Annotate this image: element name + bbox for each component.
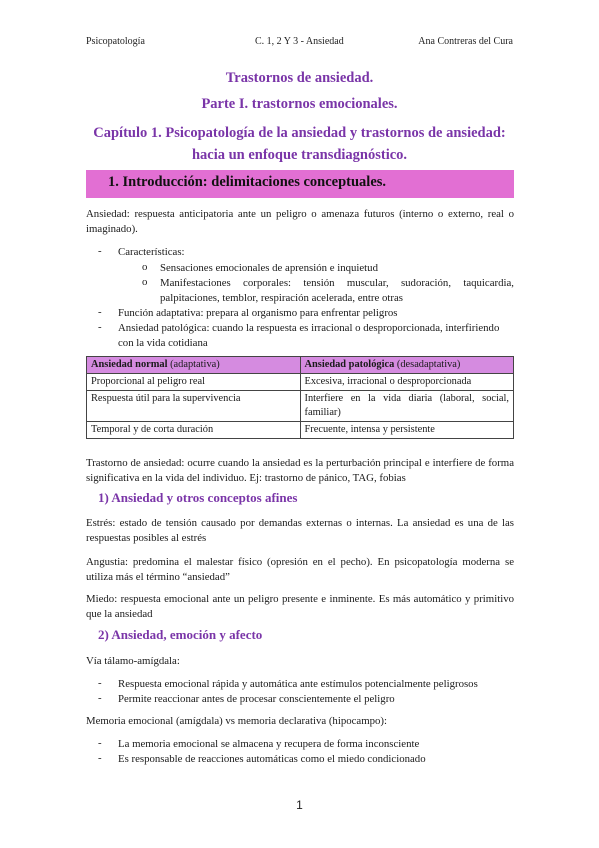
bullet-o: o bbox=[142, 276, 148, 288]
table-header-patologica: Ansiedad patológica (desadaptativa) bbox=[300, 357, 514, 374]
comparison-table bbox=[86, 356, 514, 439]
header-right: Ana Contreras del Cura bbox=[418, 36, 513, 47]
bullet-funcion: Función adaptativa: prepara al organismo para enfrentar peligros bbox=[118, 307, 398, 319]
table-cell: Respuesta útil para la supervivencia bbox=[87, 391, 301, 422]
bullet-dash: - bbox=[98, 245, 102, 257]
subsection-heading-2: 2) Ansiedad, emoción y afecto bbox=[98, 627, 263, 642]
table-row bbox=[87, 391, 514, 422]
trastorno-paragraph: Trastorno de ansiedad: ocurre cuando la ansiedad es la perturbación principal e interfiere de forma significativa en la vida del individuo. Ej: trastorno de pánico, TAG, fobias bbox=[86, 457, 514, 484]
page-number: 1 bbox=[296, 798, 303, 812]
ansiedad-definition: Ansiedad: respuesta anticipatoria ante un peligro o amenaza futuros (interno o externo, real o imaginado). bbox=[86, 208, 514, 235]
miedo-paragraph: Miedo: respuesta emocional ante un peligro presente e inminente. Es más automático y primitivo que la ansiedad bbox=[86, 593, 514, 620]
table-header-normal: Ansiedad normal (adaptativa) bbox=[87, 357, 301, 374]
subsection-heading-1: 1) Ansiedad y otros conceptos afines bbox=[98, 490, 298, 505]
bullet-patologica: Ansiedad patológica: cuando la respuesta es irracional o desproporcionada, interfiriendo con la vida cotidiana bbox=[118, 322, 500, 349]
memoria-paragraph: Memoria emocional (amígdala) vs memoria declarativa (hipocampo): bbox=[86, 715, 387, 727]
header-center: C. 1, 2 Y 3 - Ansiedad bbox=[255, 36, 344, 47]
estres-paragraph: Estrés: estado de tensión causado por demandas externas o internas. La ansiedad es una de las respuestas posibles al estrés bbox=[86, 517, 514, 544]
bullet-via-2: Permite reaccionar antes de procesar conscientemente el peligro bbox=[118, 693, 395, 705]
bullet-memoria-2: Es responsable de reacciones automáticas como el miedo condicionado bbox=[118, 753, 426, 765]
bullet-dash: - bbox=[98, 321, 102, 333]
table-cell: Interfiere en la vida diaria (laboral, social, familiar) bbox=[300, 391, 514, 422]
bullet-dash: - bbox=[98, 737, 102, 749]
chapter-title bbox=[0, 122, 599, 166]
table-row bbox=[87, 422, 514, 439]
section-heading-bar bbox=[86, 170, 514, 198]
part-title: Parte I. trastornos emocionales. bbox=[201, 96, 398, 112]
table-header-row bbox=[87, 357, 514, 374]
doc-title: Trastornos de ansiedad. bbox=[225, 70, 374, 86]
table-row bbox=[87, 374, 514, 391]
table-cell: Proporcional al peligro real bbox=[87, 374, 301, 391]
bullet-memoria-1: La memoria emocional se almacena y recupera de forma inconsciente bbox=[118, 738, 420, 750]
table-cell: Frecuente, intensa y persistente bbox=[300, 422, 514, 439]
angustia-paragraph: Angustia: predomina el malestar físico (opresión en el pecho). En psicopatología moderna se utiliza más el término “ansiedad” bbox=[86, 556, 514, 583]
table-cell: Excesiva, irracional o desproporcionada bbox=[300, 374, 514, 391]
bullet-dash: - bbox=[98, 306, 102, 318]
table-cell: Temporal y de corta duración bbox=[87, 422, 301, 439]
via-paragraph: Vía tálamo-amígdala: bbox=[86, 655, 180, 667]
chapter-title-line1: Capítulo 1. Psicopatología de la ansiedad y trastornos de ansiedad: bbox=[93, 125, 506, 141]
bullet-o: o bbox=[142, 261, 148, 273]
bullet-dash: - bbox=[98, 692, 102, 704]
bullet-dash: - bbox=[98, 752, 102, 764]
bullet-caracteristicas: Características: bbox=[118, 246, 185, 258]
header-left: Psicopatología bbox=[86, 36, 145, 47]
bullet-dash: - bbox=[98, 677, 102, 689]
bullet-via-1: Respuesta emocional rápida y automática ante estímulos potencialmente peligrosos bbox=[118, 678, 478, 690]
chapter-title-line2: hacia un enfoque transdiagnóstico. bbox=[191, 147, 408, 163]
section-heading: 1. Introducción: delimitaciones conceptuales. bbox=[108, 174, 387, 190]
bullet-sensaciones: Sensaciones emocionales de aprensión e inquietud bbox=[160, 262, 378, 274]
bullet-manifestaciones: Manifestaciones corporales: tensión muscular, sudoración, taquicardia, palpitaciones, temblor, respiración acelerada, entre otras bbox=[160, 277, 514, 304]
